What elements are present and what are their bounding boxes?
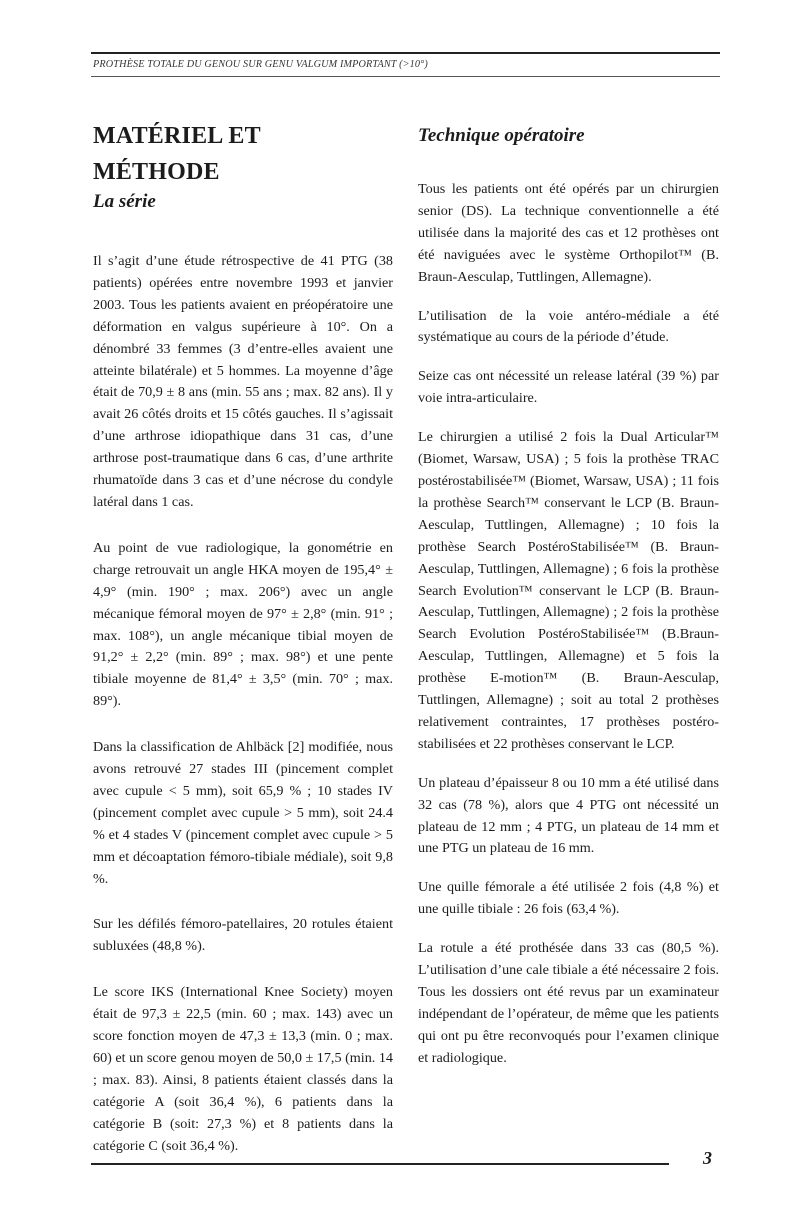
paragraph-classification-ahlback: Dans la classification de Ahlbäck [2] modifiée, nous avons retrouvé 27 stades III (pincement complet avec cupule < 5 mm), soit 65,9 % ; 10 stades IV (pincement complet avec cupule > 5 mm), soit 24.4 % et 4 stades V (pincement complet avec cupule > 5 mm et décoaptation fémoro-tibiale médiale), soit 9,8 %. <box>93 739 393 887</box>
page-number: 3 <box>703 1148 712 1168</box>
running-head: PROTHÈSE TOTALE DU GENOU SUR GENU VALGUM IMPORTANT (>10°) <box>93 59 428 70</box>
paragraph-release: Seize cas ont nécessité un release latéral (39 %) par voie intra-articulaire. <box>418 368 719 407</box>
section-title: MATÉRIEL ET MÉTHODE <box>93 123 261 185</box>
paragraph-rotule: La rotule a été prothésée dans 33 cas (80,5 %). L’utilisation d’une cale tibiale a été nécessaire 2 fois. Tous les dossiers ont été revus par un examinateur indépendant de l’opérateur, de même que les patients qui ont pu être reconvoqués pour l’examen clinique et radiologique. <box>418 940 719 1066</box>
subsection-title-la-serie: La série <box>93 191 156 212</box>
paragraph-radiologie: Au point de vue radiologique, la gonométrie en charge retrouvait un angle HKA moyen de 195,4° ± 4,9° (min. 190° ; max. 206°) avec un angle mécanique fémoral moyen de 97° ± 2,8° (min. 91° ; max. 108°), un angle mécanique tibial moyen de 91,2° ± 2,2° (min. 89° ; max. 98°) et une pente tibiale moyenne de 81,4° ± 3,5° (min. 70° ; max. 89°). <box>93 539 393 710</box>
paragraph-defiles: Sur les défilés fémoro-patellaires, 20 rotules étaient subluxées (48,8 %). <box>93 916 393 955</box>
paragraph-score-iks: Le score IKS (International Knee Society) moyen était de 97,3 ± 22,5 (min. 60 ; max. 143) avec un score fonction moyen de 47,3 ± 13,3 (min. 0 ; max. 60) et un score genou moyen de 50,0 ± 17,5 (min. 14 ; max. 83). Ainsi, 8 patients étaient classés dans la catégorie A (soit 36,4 %), 6 patients dans la catégorie B (soit: 27,3 %) et 8 patients dans la catégorie C (soit 36,4 %). <box>93 984 393 1154</box>
left-column <box>93 118 393 1158</box>
paragraph-plateau: Un plateau d’épaisseur 8 ou 10 mm a été utilisé dans 32 cas (78 %), alors que 4 PTG ont nécessité un plateau de 12 mm ; 4 PTG, un plateau de 14 mm et une PTG un plateau de 16 mm. <box>418 774 719 857</box>
paragraph-protheses: Le chirurgien a utilisé 2 fois la Dual Articular™ (Biomet, Warsaw, USA) ; 5 fois la prothèse TRAC postérostabilisée™ (Biomet, Warsaw, USA) ; 11 fois la prothèse Search™ conservant le LCP (B. Braun-Aesculap, Tuttlingen, Allemagne) ; 10 fois la prothèse Search PostéroStabilisée™ (B. Braun-Aesculap, Tuttlingen, Allemagne) ; 6 fois la prothèse Search Evolution™ conservant le LCP (B. Braun-Aesculap, Tuttlingen, Allemagne) ; 2 fois la prothèse Search Evolution PostéroStabilisée™ (B.Braun-Aesculap, Tuttlingen, Allemagne) et 5 fois la prothèse E-motion™ (B. Braun-Aesculap, Tuttlingen, Allemagne) ; soit au total 2 prothèses relativement contraintes, 17 prothèses postéro-stabilisées et 22 prothèses conservant le LCP. <box>418 429 719 752</box>
paragraph-quille: Une quille fémorale a été utilisée 2 fois (4,8 %) et une quille tibiale : 26 fois (63,4 %). <box>418 879 719 918</box>
right-column <box>418 118 719 1070</box>
header-top-rule <box>91 52 720 54</box>
paragraph-voie-abord: L’utilisation de la voie antéro-médiale a été systématique au cours de la période d’étude. <box>418 307 719 346</box>
subsection-title-technique: Technique opératoire <box>418 125 585 146</box>
footer-rule <box>91 1163 669 1165</box>
paragraph-serie-description: Il s’agit d’une étude rétrospective de 41 PTG (38 patients) opérées entre novembre 1993 et janvier 2003. Tous les patients avaient en préopératoire une déformation en valgus supérieure à 10°. On a dénombré 33 femmes (3 d’entre-elles avaient une atteinte bilatérale) et 5 hommes. La moyenne d’âge était de 70,9 ± 8 ans (min. 55 ans ; max. 82 ans). Il y avait 26 côtés droits et 15 côtés gauches. Il s’agissait d’une arthrose idiopathique dans 31 cas, d’une arthrose post-traumatique dans 6 cas, d’une arthrite rhumatoïde dans 3 cas et d’une nécrose du condyle latéral dans 1 cas. <box>93 253 393 510</box>
paragraph-chirurgien: Tous les patients ont été opérés par un chirurgien senior (DS). La technique conventionnelle a été utilisée dans la majorité des cas et 12 prothèses ont été naviguées avec le système Orthopilot™ (B. Braun-Aesculap, Tuttlingen, Allemagne). <box>418 181 719 285</box>
header-bottom-rule <box>91 76 720 77</box>
